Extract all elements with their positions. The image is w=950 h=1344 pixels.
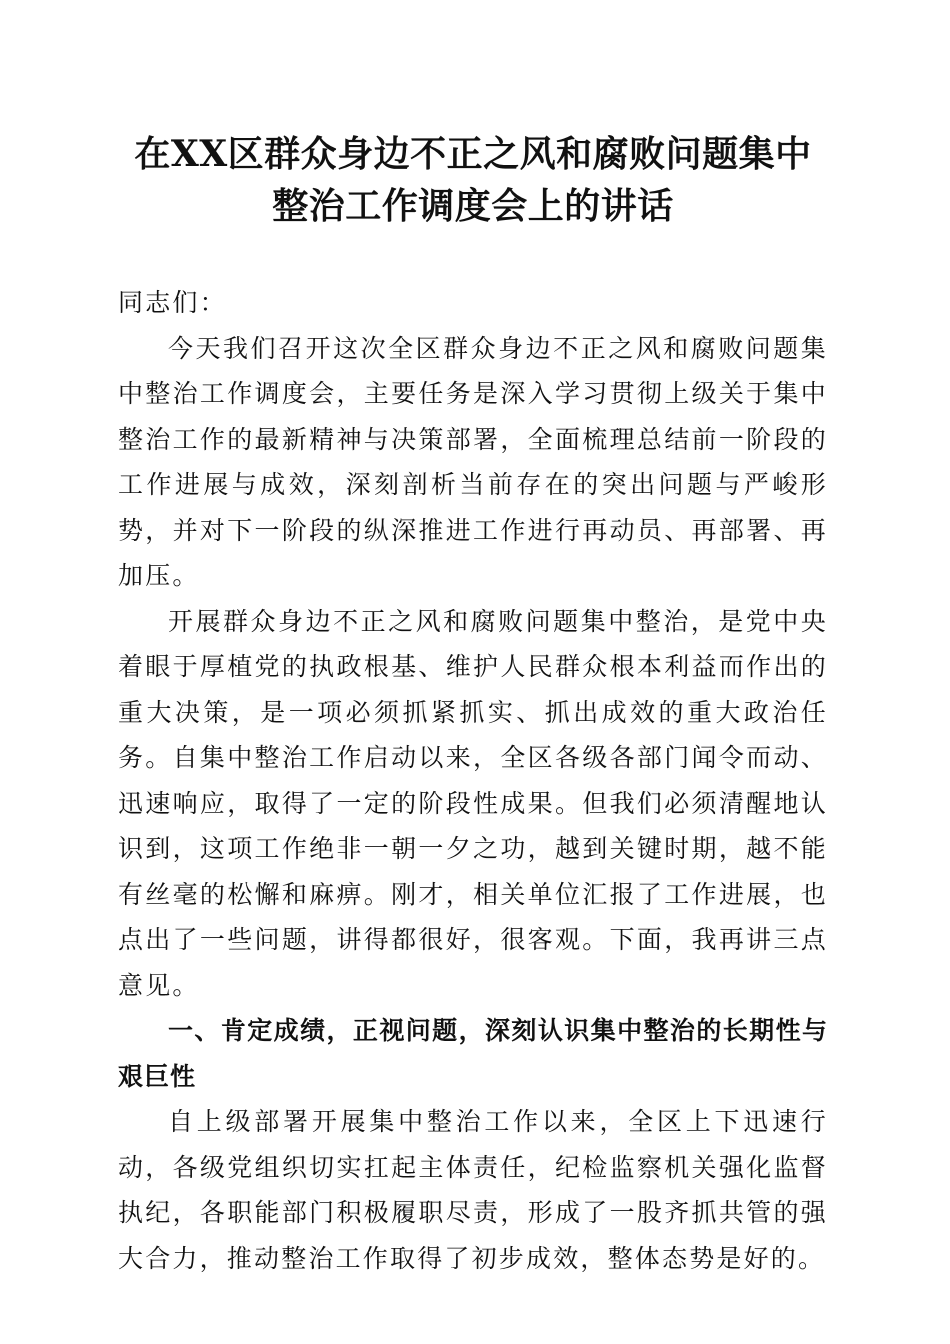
- document-body: [118, 280, 828, 1281]
- paragraph-intro: 今天我们召开这次全区群众身边不正之风和腐败问题集中整治工作调度会，主要任务是深入学习贯彻上级关于集中整治工作的最新精神与决策部署，全面梳理总结前一阶段的工作进展与成效，深刻剖析当前存在的突出问题与严峻形势，并对下一阶段的纵深推进工作进行再动员、再部署、再加压。: [118, 333, 828, 590]
- paragraph-section-1: 自上级部署开展集中整治工作以来，全区上下迅速行动，各级党组织切实扛起主体责任，纪检监察机关强化监督执纪，各职能部门积极履职尽责，形成了一股齐抓共管的强大合力，推动整治工作取得了初步成效，整体态势是好的。: [118, 1107, 828, 1273]
- document-title: 在XX区群众身边不正之风和腐败问题集中整治工作调度会上的讲话: [134, 133, 812, 227]
- section-heading-1: 一、肯定成绩，正视问题，深刻认识集中整治的长期性与艰巨性: [118, 1016, 828, 1091]
- paragraph-background: 开展群众身边不正之风和腐败问题集中整治，是党中央着眼于厚植党的执政根基、维护人民群众根本利益而作出的重大决策，是一项必须抓紧抓实、抓出成效的重大政治任务。自集中整治工作启动以来，全区各级各部门闻令而动、迅速响应，取得了一定的阶段性成果。但我们必须清醒地认识到，这项工作绝非一朝一夕之功，越到关键时期，越不能有丝毫的松懈和麻痹。刚才，相关单位汇报了工作进展，也点出了一些问题，讲得都很好，很客观。下面，我再讲三点意见。: [118, 606, 828, 1000]
- document-page: [118, 128, 828, 1281]
- salutation: 同志们：: [118, 288, 227, 317]
